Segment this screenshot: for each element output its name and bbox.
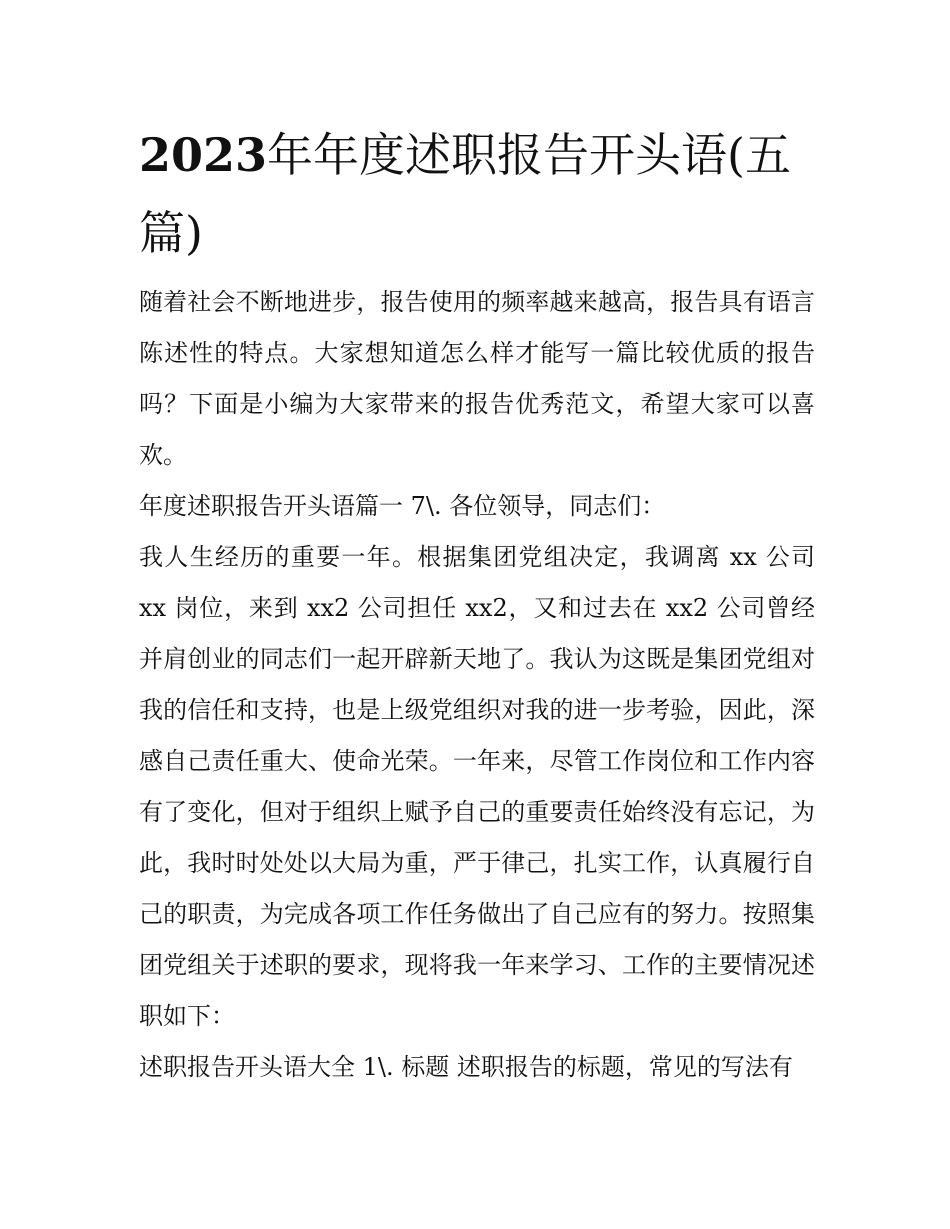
section-two-heading: 述职报告开头语大全 1\. 标题 述职报告的标题，常见的写法有: [139, 1053, 793, 1081]
title-text: 年年度述职报告开头语(五篇): [139, 128, 791, 260]
section-one-paragraph: 我人生经历的重要一年。根据集团党组决定，我调离 xx 公司 xx 岗位，来到 xx2 公司担任 xx2，又和过去在 xx2 公司曾经并肩创业的同志们一起开辟新天地了。我认为这既是集团党组对我的信任和支持，也是上级党组织对我的进一步考验，因此，深感自己责任重大、使命光荣。一年来，尽管工作岗位和工作内容有了变化，但对于组织上赋予自己的重要责任始终没有忘记，为此，我时时处处以大局为重，严于律己，扎实工作，认真履行自己的职责，为完成各项工作任务做出了自己应有的努力。按照集团党组关于述职的要求，现将我一年来学习、工作的主要情况述职如下：: [139, 543, 815, 1030]
title-year: 2023: [139, 128, 268, 182]
document-body: [139, 277, 815, 1093]
intro-paragraph: 随着社会不断地进步，报告使用的频率越来越高，报告具有语言陈述性的特点。大家想知道怎么样才能写一篇比较优质的报告吗？下面是小编为大家带来的报告优秀范文，希望大家可以喜欢。: [139, 288, 815, 469]
document-title: [139, 116, 839, 272]
section-one-heading: 年度述职报告开头语篇一 7\. 各位领导，同志们：: [139, 492, 666, 520]
